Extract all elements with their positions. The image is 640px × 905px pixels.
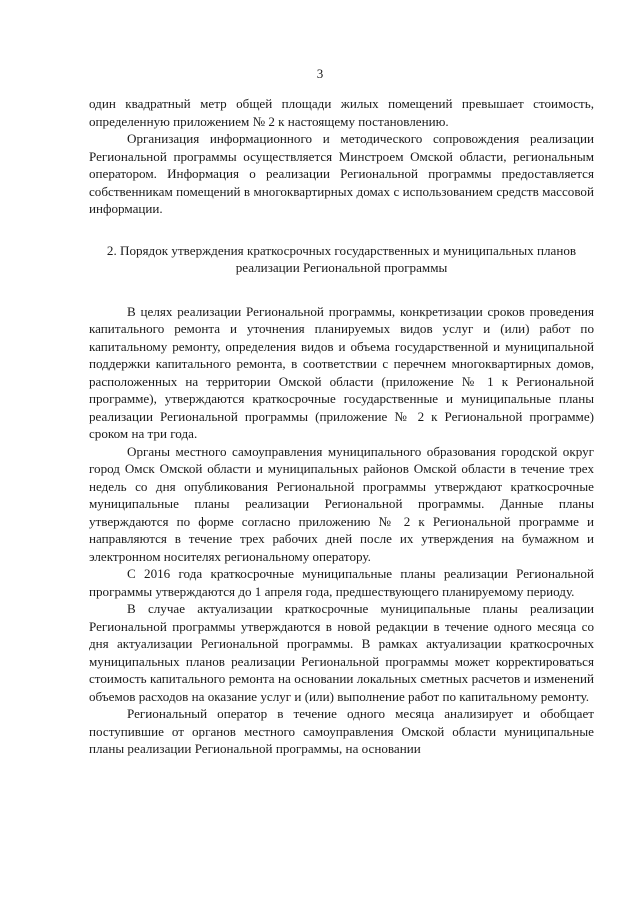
paragraph-from-2016: С 2016 года краткосрочные муниципальные планы реализации Региональной программы утверждаются до 1 апреля года, предшествующего планируемому периоду. <box>89 566 594 599</box>
section-heading: 2. Порядок утверждения краткосрочных государственных и муниципальных планов реализации Региональной программы <box>106 242 577 275</box>
paragraph-local-authorities: Органы местного самоуправления муниципального образования городской округ город Омск Омской области и муниципальных районов Омской области в течение трех недель со дня опубликования Региональной программы утверждают краткосрочные муниципальные планы реализации Региональной программы. Данные планы утверждаются по форме согласно приложению № 2 к Региональной программе и направляются в течение трех рабочих дней после их утверждения на бумажном и электронном носителях региональному оператору. <box>89 443 594 564</box>
paragraph-info-support: Организация информационного и методического сопровождения реализации Региональной программы осуществляется Минстроем Омской области, региональным оператором. Информация о реализации Региональной программы предоставляется собственникам помещений в многоквартирных домах с использованием средств массовой информации. <box>89 131 594 216</box>
paragraph-continuation: один квадратный метр общей площади жилых помещений превышает стоимость, определенную приложением № 2 к настоящему постановлению. <box>89 96 594 129</box>
page-number: 3 <box>316 66 324 81</box>
paragraph-actualization: В случае актуализации краткосрочные муниципальные планы реализации Региональной программы утверждаются в новой редакции в течение одного месяца со дня актуализации Региональной программы. В рамках актуализации краткосрочных муниципальных планов реализации Региональной программы может корректироваться стоимость капитального ремонта на основании локальных сметных расчетов и изменений объемов расходов на оказание услуг и (или) выполнение работ по капитальному ремонту. <box>89 601 594 704</box>
paragraph-purpose: В целях реализации Региональной программы, конкретизации сроков проведения капитального ремонта и уточнения планируемых видов услуг и (или) работ по капитальному ремонту, определения видов и объема государственной и муниципальной поддержки капитального ремонта, в соответствии с перечнем многоквартирных домов, расположенных на территории Омской области (приложение № 1 к Региональной программе), утверждаются краткосрочные государственные и муниципальные планы реализации Региональной программы (приложение № 2 к Региональной программе) сроком на три года. <box>89 303 594 441</box>
document-body <box>89 95 594 758</box>
paragraph-regional-operator: Региональный оператор в течение одного месяца анализирует и обобщает поступившие от органов местного самоуправления Омской области муниципальные планы реализации Региональной программы, на основании <box>89 706 594 756</box>
